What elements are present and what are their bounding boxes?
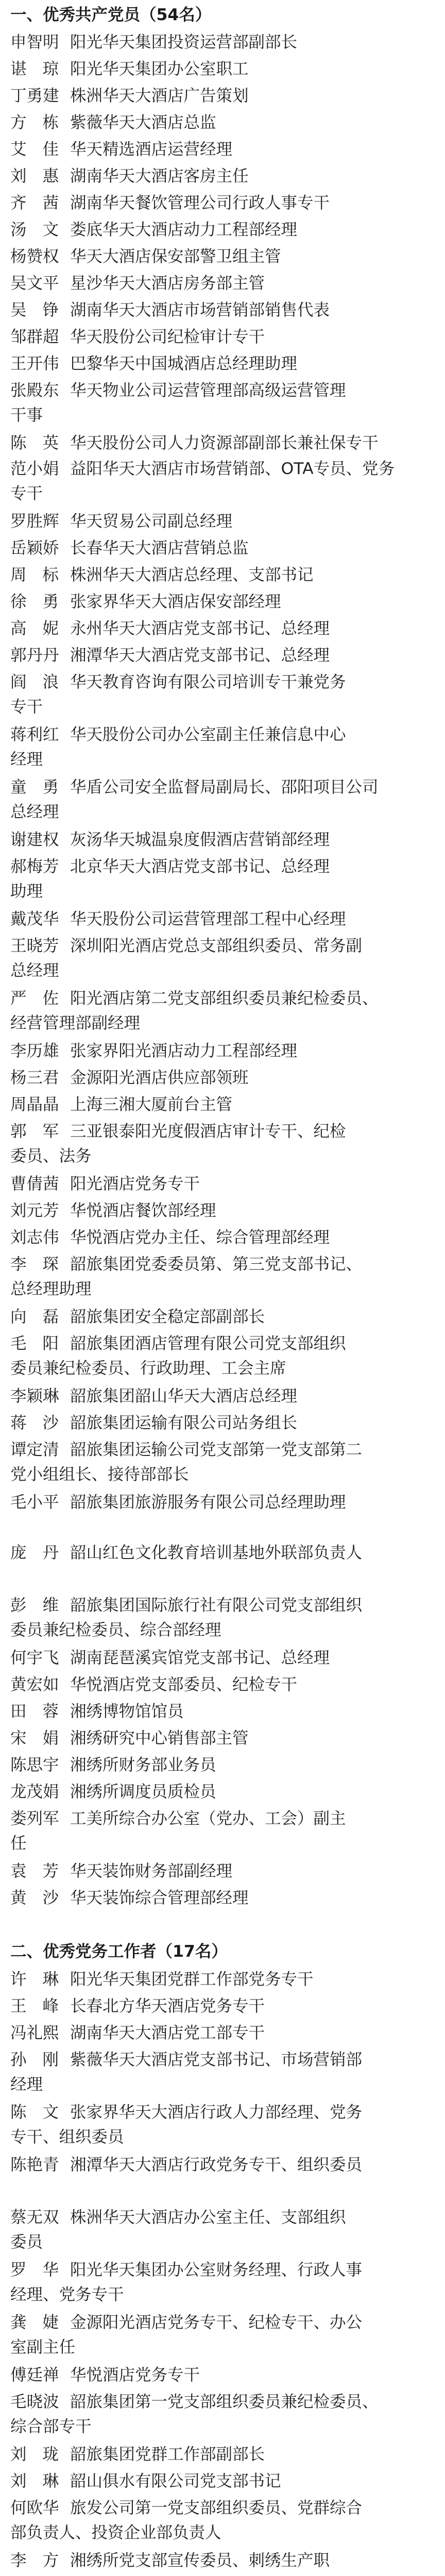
honoree-entry [10,1092,435,1117]
honoree-title: 湖南华天餐饮管理公司行政人事专干 [70,194,330,212]
honoree-title: 阳光酒店第二党支部组织委员兼纪检委员、 [70,989,379,1008]
honoree-title: 永州华天大酒店党支部书记、总经理 [70,619,330,638]
honoree-entry [10,1806,435,1831]
honoree-name: 谢建权 [10,831,59,849]
honoree-entry [10,431,435,455]
honoree-title: 娄底华天大酒店动力工程部经理 [70,221,298,239]
honoree-entry [10,1039,435,1063]
section-heading: 一、优秀共产党员（54名） [10,6,212,24]
honoree-name: 曹倩茜 [10,1175,59,1193]
honoree-title: 韶旅集团酒店管理有限公司党支部组织 [70,1334,346,1353]
honoree-name: 王峰 [10,1997,75,2015]
honoree-name: 宋娟 [10,1729,75,1748]
honoree-title: 益阳华天大酒店市场营销部、OTA专员、党务 [70,460,395,478]
honoree-name: 毛阳 [10,1334,75,1353]
honoree-entry [10,2310,435,2335]
honoree-name: 蔡无双 [10,2208,59,2227]
honoree-name: 娄列军 [10,1809,59,1828]
honoree-title: 湖南华天大酒店党工部专干 [70,2024,265,2042]
honoree-name: 何宇飞 [10,1649,59,1667]
text-line: 党小组组长、接待部部长 [10,1465,189,1484]
honoree-entry [10,191,435,215]
text-line: 总经理 [10,803,59,821]
honoree-entry [10,1780,435,1804]
honoree-title: 韶旅集团国际旅行社有限公司党支部组织 [70,1596,363,1615]
honoree-title: 湘绣研究中心销售部主管 [70,1729,249,1748]
honoree-entry [10,1198,435,1223]
honoree-title: 韶旅集团第一党支部组织委员兼纪检委员、 [70,2393,379,2411]
honoree-entry [10,1593,435,1618]
honoree-entry [10,2363,435,2387]
text-line: 委员兼纪检委员、行政助理、工会主席 [10,1359,286,1378]
honoree-entry [10,1065,435,1090]
honoree-name: 童勇 [10,778,75,796]
honoree-title: 韶山红色文化教育培训基地外联部负责人 [70,1544,363,1562]
honoree-entry [10,325,435,349]
text-line: 助理 [10,882,43,901]
honoree-title: 株洲华天大酒店总经理、支部书记 [70,566,314,584]
honoree-title: 华天股份公司办公室副主任兼信息中心 [70,725,346,744]
honoree-title: 韶旅集团旅游服务有限公司总经理助理 [70,1493,346,1512]
honoree-name: 齐茜 [10,194,75,212]
text-line [10,2573,435,2576]
honoree-title: 阳光华天集团投资运营部副部长 [70,33,298,52]
honoree-name: 郭丹丹 [10,646,59,665]
honoree-title: 阳光华天集团党群工作部党务专干 [70,1970,314,1989]
honoree-entry [10,536,435,561]
honoree-title: 张家界华天大酒店行政人力部经理、党务 [70,2103,363,2122]
honoree-title: 华天教育咨询有限公司培训专干兼党务 [70,673,346,691]
honoree-entry [10,2100,435,2125]
honoree-name: 陈文 [10,2103,75,2122]
honoree-title: 华天大酒店保安部警卫组主管 [70,247,281,266]
honoree-name: 王开伟 [10,354,59,373]
honoree-entry [10,1646,435,1670]
honoree-title: 上海三湘大厦前台主管 [70,1095,233,1114]
honoree-title: 华天精选酒店运营经理 [70,140,233,159]
honoree-entry [10,589,435,614]
honoree-name: 罗胜辉 [10,512,59,531]
honoree-name: 袁芳 [10,1862,75,1880]
honoree-entry [10,670,435,694]
honoree-entry [10,1859,435,1884]
honoree-name: 张殿东 [10,381,59,400]
honoree-title: 长春北方华天酒店党务专干 [70,1997,265,2015]
honoree-entry [10,2153,435,2177]
honoree-entry [10,509,435,534]
honoree-name: 李琛 [10,1255,75,1274]
honoree-entry [10,1119,435,1144]
honoree-name: 向磊 [10,1308,75,1326]
honoree-name: 黄宏如 [10,1675,59,1694]
honoree-title: 长春华天大酒店营销总监 [70,539,249,557]
honoree-name: 许琳 [10,1970,75,1989]
honoree-entry [10,563,435,587]
honoree-title: 工美所综合办公室（党办、工会）副主 [70,1809,346,1828]
honoree-title: 韶旅集团党委委员第、第三党支部书记、 [70,1255,363,1274]
honoree-title: 湖南琵琶溪宾馆党支部书记、总经理 [70,1649,330,1667]
honoree-name: 傅廷禅 [10,2366,59,2384]
honoree-name: 高妮 [10,619,75,638]
text-line: 总经理 [10,961,59,980]
honoree-title: 湘潭华天大酒店党支部书记、总经理 [70,646,330,665]
honoree-title: 阳光华天集团办公室财务经理、行政人事 [70,2261,363,2279]
honoree-name: 李方 [10,2551,75,2570]
honoree-entry [10,83,435,108]
honoree-title: 华天股份公司人力资源部副部长兼社保专干 [70,434,379,452]
honoree-name: 蒋利红 [10,725,59,744]
honoree-entry [10,1994,435,2019]
honoree-entry [10,217,435,242]
honoree-title: 湘绣所财务部业务员 [70,1756,216,1774]
honoree-name: 陈英 [10,434,75,452]
text-line: 经理 [10,750,43,769]
honoree-entry [10,164,435,189]
honoree-title: 湘绣博物馆馆员 [70,1702,184,1721]
honoree-name: 庞丹 [10,1544,75,1562]
honoree-entry [10,2469,435,2494]
honoree-name: 吴文平 [10,274,59,293]
honoree-title: 华天装饰财务部副经理 [70,1862,233,1880]
honoree-name: 周标 [10,566,75,584]
honoree-name: 丁勇建 [10,87,59,105]
honoree-title: 韶旅集团运输有限公司站务组长 [70,1414,298,1432]
honoree-entry [10,854,435,879]
honoree-entry [10,986,435,1011]
honoree-name: 毛晓波 [10,2393,59,2411]
text-line: 经营管理部副经理 [10,1014,141,1032]
text-line: 专干、组织委员 [10,2128,124,2146]
honoree-entry [10,57,435,81]
honoree-entry [10,1331,435,1356]
honoree-name: 罗华 [10,2261,75,2279]
honoree-title: 湖南华天大酒店客房主任 [70,167,249,185]
honoree-title: 韶旅集团运输公司党支部第一党支部第二 [70,1440,363,1459]
honoree-title: 星沙华天大酒店房务部主管 [70,274,265,293]
honoree-title: 华天物业公司运营管理部高级运营管理 [70,381,346,400]
honoree-title: 紫薇华天大酒店总监 [70,113,216,132]
honoree-entry [10,1252,435,1277]
honoree-entry [10,1967,435,1992]
honoree-title: 韶旅集团韶山华天大酒店总经理 [70,1387,298,1405]
honoree-entry [10,2047,435,2072]
section-heading: 二、优秀党务工作者（17名） [10,1942,228,1961]
honoree-name: 刘惠 [10,167,75,185]
honoree-title: 华悦酒店餐饮部经理 [70,1201,216,1220]
honoree-entry [10,378,435,403]
honoree-title: 华天股份公司纪检审计专干 [70,328,265,346]
honoree-title: 阳光酒店党务专干 [70,1175,200,1193]
honoree-title: 湖南华天大酒店市场营销部销售代表 [70,301,330,319]
honoree-name: 徐勇 [10,592,75,611]
honoree-name: 彭维 [10,1596,75,1615]
honoree-name: 刘珑 [10,2445,75,2464]
honoree-title: 株洲华天大酒店广告策划 [70,87,249,105]
honoree-title: 华悦酒店党支部委员、纪检专干 [70,1675,298,1694]
honoree-name: 王晓芳 [10,937,59,955]
honoree-name: 谌琼 [10,60,75,78]
honoree-entry [10,2389,435,2414]
honoree-title: 湘绣所党支部宣传委员、刺绣生产职 [70,2551,330,2570]
honoree-entry [10,1886,435,1910]
honoree-name: 陈思宇 [10,1756,59,1774]
honoree-entry [10,2205,435,2230]
honoree-title: 张家界阳光酒店动力工程部经理 [70,1042,298,1060]
honoree-title: 深圳阳光酒店党总支部组织委员、常务副 [70,937,363,955]
honoree-name: 申智明 [10,33,59,52]
honoree-name: 范小娟 [10,460,59,478]
honoree-title: 旅发公司第一党支部组织委员、党群综合 [70,2499,363,2517]
honoree-name: 杨赞权 [10,247,59,266]
honoree-title: 湘潭华天大酒店行政党务专干、组织委员 [70,2156,363,2174]
honoree-name: 邹群超 [10,328,59,346]
text-line: 室副主任 [10,2338,76,2357]
honoree-title: 华天股份公司运营管理部工程中心经理 [70,910,346,928]
honoree-title: 华盾公司安全监督局副局长、邵阳项目公司 [70,778,379,796]
honoree-entry [10,1540,435,1565]
honoree-name: 毛小平 [10,1493,59,1512]
honoree-title: 韶山俱水有限公司党支部书记 [70,2472,281,2490]
honoree-title: 巴黎华天中国城酒店总经理助理 [70,354,298,373]
text-line: 部负责人、投资企业部负责人 [10,2523,221,2542]
honoree-title: 株洲华天大酒店办公室主任、支部组织 [70,2208,346,2227]
honoree-name: 李颖琳 [10,1387,59,1405]
honoree-name: 周晶晶 [10,1095,59,1114]
text-line: 委员、法务 [10,1147,92,1165]
honoree-entry [10,1384,435,1409]
honoree-name: 刘元芳 [10,1201,59,1220]
honoree-name: 郭军 [10,1122,75,1141]
honoree-entry [10,137,435,162]
honoree-entry [10,1304,435,1329]
honoree-name: 龙茂娟 [10,1783,59,1801]
honoree-name: 黄沙 [10,1889,75,1907]
honoree-entry [10,1726,435,1751]
honoree-name: 岳颖娇 [10,539,59,557]
honoree-name: 李历雄 [10,1042,59,1060]
honoree-entry [10,934,435,958]
honoree-title: 三亚银泰阳光度假酒店审计专干、纪检 [70,1122,346,1141]
honoree-name: 戴茂华 [10,910,59,928]
honoree-name: 阎浪 [10,673,75,691]
honoree-entry [10,775,435,800]
honoree-entry [10,244,435,269]
honoree-title: 华悦酒店党务专干 [70,2366,200,2384]
text-line: 委员兼纪检委员、综合部经理 [10,1621,221,1639]
honoree-entry [10,271,435,296]
honoree-name: 刘琳 [10,2472,75,2490]
honoree-title: 韶旅集团安全稳定部副部长 [70,1308,265,1326]
honoree-name: 吴铮 [10,301,75,319]
text-line: 经理、党务专干 [10,2285,124,2304]
honoree-name: 田蓉 [10,1702,75,1721]
text-line: 经理 [10,2075,43,2094]
honoree-entry [10,643,435,668]
honoree-entry [10,30,435,55]
honoree-entry [10,110,435,135]
honoree-title: 华悦酒店党办主任、综合管理部经理 [70,1228,330,1247]
honoree-name: 冯礼熙 [10,2024,59,2042]
honoree-entry [10,351,435,376]
honoree-entry [10,456,435,481]
honoree-name: 艾佳 [10,140,75,159]
honoree-name: 孙刚 [10,2050,75,2069]
honoree-name: 刘志伟 [10,1228,59,1247]
honoree-name: 谭定清 [10,1440,59,1459]
honoree-title: 阳光华天集团办公室职工 [70,60,249,78]
text-line: 总经理助理 [10,1280,92,1298]
text-line: 干事 [10,406,43,425]
honoree-entry [10,907,435,931]
honoree-entry [10,1225,435,1250]
honoree-name: 何欧华 [10,2499,59,2517]
honoree-entry [10,2021,435,2045]
honoree-entry [10,1411,435,1435]
honoree-entry [10,827,435,852]
honoree-entry [10,1672,435,1697]
honoree-entry [10,1699,435,1724]
honoree-entry [10,1172,435,1196]
honoree-name: 方栋 [10,113,75,132]
text-line: 综合部专干 [10,2417,92,2436]
text-line: 专干 [10,698,43,716]
honoree-title: 紫薇华天大酒店党支部书记、市场营销部 [70,2050,363,2069]
honoree-title: 北京华天大酒店党支部书记、总经理 [70,857,330,876]
honoree-name: 严佐 [10,989,75,1008]
honoree-entry [10,298,435,323]
honoree-entry [10,2442,435,2467]
honoree-title: 湘绣所调度员质检员 [70,1783,216,1801]
text-line: 专干 [10,484,43,503]
honoree-entry [10,1490,435,1515]
honoree-entry [10,2496,435,2520]
honoree-name: 龚婕 [10,2313,75,2332]
honoree-entry [10,722,435,747]
honoree-title: 金源阳光酒店党务专干、纪检专干、办公 [70,2313,363,2332]
honoree-title: 华天贸易公司副总经理 [70,512,233,531]
honoree-title: 华天装饰综合管理部经理 [70,1889,249,1907]
honoree-name: 杨三君 [10,1069,59,1087]
honoree-title: 灰汤华天城温泉度假酒店营销部经理 [70,831,330,849]
honoree-title: 张家界华天大酒店保安部经理 [70,592,281,611]
honoree-entry [10,1753,435,1777]
honoree-name: 陈艳青 [10,2156,59,2174]
honoree-name: 蒋沙 [10,1414,75,1432]
honoree-entry [10,2258,435,2282]
honoree-name: 郝梅芳 [10,857,59,876]
honoree-name: 汤文 [10,221,75,239]
honoree-title: 金源阳光酒店供应部领班 [70,1069,249,1087]
text-line: 委员 [10,2233,43,2251]
honoree-entry [10,1437,435,1462]
text-line: 任 [10,1834,27,1853]
honoree-entry [10,2548,435,2573]
honoree-entry [10,616,435,641]
honoree-title: 韶旅集团党群工作部副部长 [70,2445,265,2464]
